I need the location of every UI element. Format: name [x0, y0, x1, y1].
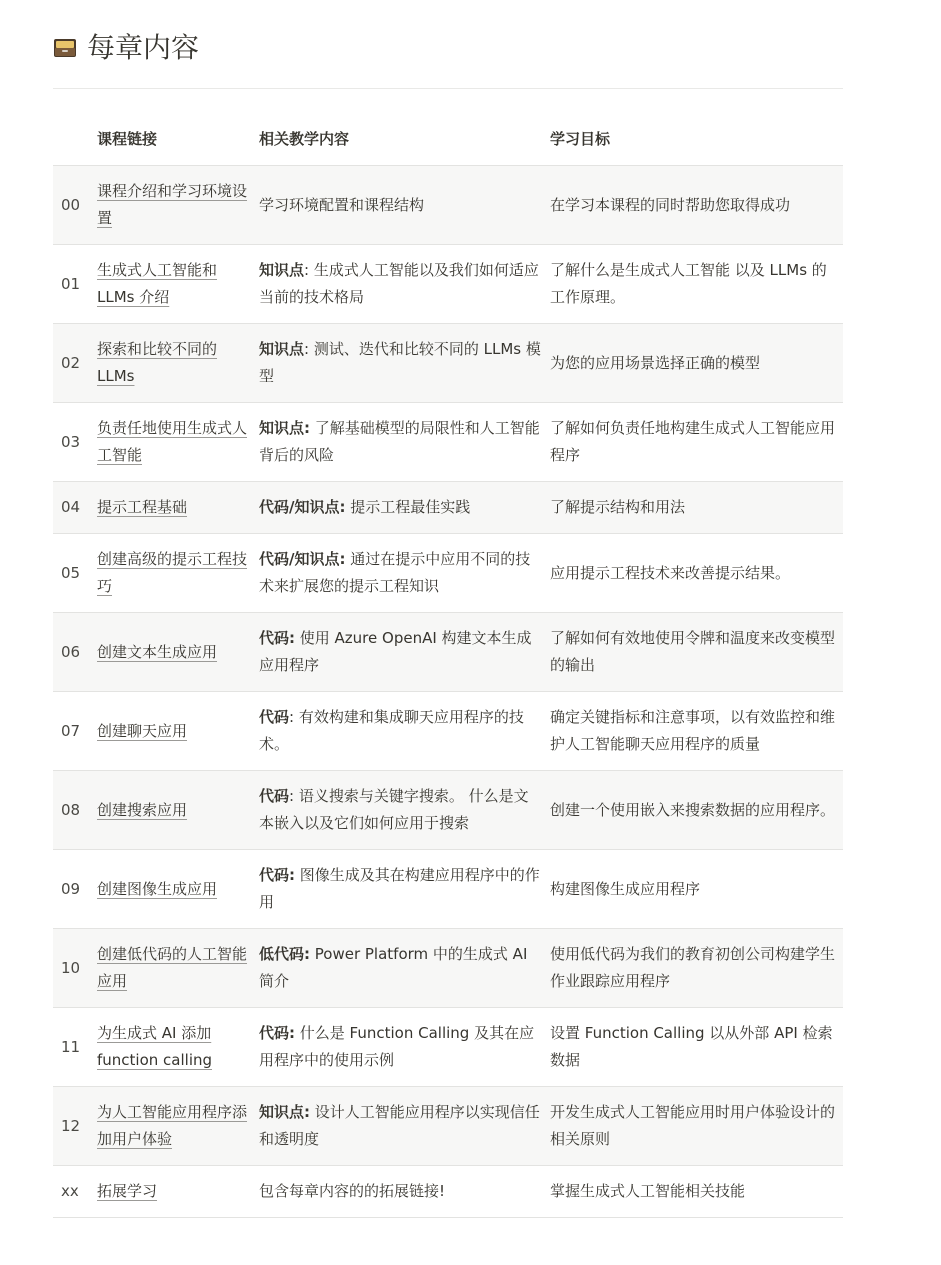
row-number: 10 — [53, 929, 97, 1008]
table-row — [53, 692, 843, 771]
header-course-link: 课程链接 — [97, 112, 259, 166]
row-link-cell — [97, 245, 259, 324]
row-goal: 在学习本课程的同时帮助您取得成功 — [550, 166, 843, 245]
table-row — [53, 1166, 843, 1218]
row-goal: 确定关键指标和注意事项，以有效监控和维护人工智能聊天应用程序的质量 — [550, 692, 843, 771]
course-table — [53, 112, 843, 1218]
header-goal: 学习目标 — [550, 112, 843, 166]
row-link-cell — [97, 613, 259, 692]
row-goal: 构建图像生成应用程序 — [550, 850, 843, 929]
row-number: 11 — [53, 1008, 97, 1087]
course-link[interactable]: 提示工程基础 — [97, 498, 188, 516]
row-link-cell — [97, 403, 259, 482]
content-label: 知识点 — [259, 261, 305, 279]
row-link-cell — [97, 534, 259, 613]
content-text: 使用 Azure OpenAI 构建文本生成应用程序 — [259, 629, 532, 674]
content-text: : 语义搜索与关键字搜索。 什么是文本嵌入以及它们如何应用于搜索 — [259, 787, 529, 832]
row-content-cell — [259, 324, 550, 403]
content-label: 低代码: — [259, 945, 310, 963]
row-link-cell — [97, 1087, 259, 1166]
row-number: 00 — [53, 166, 97, 245]
card-index-box-icon — [53, 36, 77, 60]
content-label: 代码: — [259, 629, 295, 647]
content-label: 代码: — [259, 1024, 295, 1042]
row-number: 08 — [53, 771, 97, 850]
row-content-cell — [259, 771, 550, 850]
content-label: 知识点: — [259, 1103, 310, 1121]
course-link[interactable]: 拓展学习 — [97, 1182, 158, 1200]
row-link-cell — [97, 692, 259, 771]
row-number: 12 — [53, 1087, 97, 1166]
row-content-cell — [259, 613, 550, 692]
content-label: 知识点: — [259, 419, 310, 437]
row-number: 04 — [53, 482, 97, 534]
divider — [53, 88, 843, 89]
row-number: 03 — [53, 403, 97, 482]
row-link-cell — [97, 1008, 259, 1087]
row-link-cell — [97, 929, 259, 1008]
content-text: 图像生成及其在构建应用程序中的作用 — [259, 866, 540, 911]
course-link[interactable]: 生成式人工智能和 LLMs 介绍 — [97, 261, 218, 306]
section-heading — [53, 26, 199, 70]
content-text: : 测试、迭代和比较不同的 LLMs 模型 — [259, 340, 541, 385]
course-link[interactable]: 创建搜索应用 — [97, 800, 188, 819]
table-row — [53, 850, 843, 929]
row-content-cell — [259, 245, 550, 324]
header-content: 相关教学内容 — [259, 112, 550, 166]
row-goal: 了解提示结构和用法 — [550, 482, 843, 534]
row-content-cell — [259, 929, 550, 1008]
content-text: 提示工程最佳实践 — [345, 498, 471, 516]
row-number: 05 — [53, 534, 97, 613]
row-content-cell — [259, 482, 550, 534]
table-row — [53, 1087, 843, 1166]
course-link[interactable]: 负责任地使用生成式人工智能 — [97, 419, 248, 464]
content-text: 包含每章内容的的拓展链接! — [259, 1182, 446, 1200]
page-title: 每章内容 — [87, 31, 200, 64]
content-text: 学习环境配置和课程结构 — [259, 195, 425, 214]
row-number: 09 — [53, 850, 97, 929]
content-text: 通过在提示中应用不同的技术来扩展您的提示工程知识 — [259, 550, 531, 595]
row-content-cell — [259, 1166, 550, 1218]
row-number: xx — [53, 1166, 97, 1218]
row-content-cell — [259, 850, 550, 929]
row-number: 07 — [53, 692, 97, 771]
row-content-cell — [259, 534, 550, 613]
table-row — [53, 166, 843, 245]
table-row — [53, 403, 843, 482]
row-goal: 了解如何负责任地构建生成式人工智能应用程序 — [550, 403, 843, 482]
header-number — [53, 112, 97, 166]
row-goal: 创建一个使用嵌入来搜索数据的应用程序。 — [550, 771, 843, 850]
row-goal: 了解什么是生成式人工智能 以及 LLMs 的工作原理。 — [550, 245, 843, 324]
row-goal: 设置 Function Calling 以从外部 API 检索数据 — [550, 1008, 843, 1087]
table-row — [53, 245, 843, 324]
content-label: 代码: — [259, 866, 295, 884]
content-text: 什么是 Function Calling 及其在应用程序中的使用示例 — [259, 1024, 535, 1069]
row-link-cell — [97, 850, 259, 929]
row-content-cell — [259, 1008, 550, 1087]
row-goal: 应用提示工程技术来改善提示结果。 — [550, 534, 843, 613]
course-link[interactable]: 创建低代码的人工智能应用 — [97, 945, 248, 990]
table-row — [53, 482, 843, 534]
row-content-cell — [259, 403, 550, 482]
table-row — [53, 613, 843, 692]
row-number: 06 — [53, 613, 97, 692]
table-row — [53, 534, 843, 613]
content-text: Power Platform 中的生成式 AI 简介 — [259, 945, 528, 990]
row-number: 02 — [53, 324, 97, 403]
course-link[interactable]: 课程介绍和学习环境设置 — [97, 182, 248, 227]
row-goal: 开发生成式人工智能应用时用户体验设计的相关原则 — [550, 1087, 843, 1166]
row-link-cell — [97, 324, 259, 403]
course-link[interactable]: 为生成式 AI 添加 function calling — [97, 1024, 213, 1069]
row-link-cell — [97, 1166, 259, 1218]
row-goal: 为您的应用场景选择正确的模型 — [550, 324, 843, 403]
table-row — [53, 1008, 843, 1087]
table-row — [53, 324, 843, 403]
row-number: 01 — [53, 245, 97, 324]
row-content-cell — [259, 692, 550, 771]
content-text: : 生成式人工智能以及我们如何适应当前的技术格局 — [259, 261, 539, 306]
course-link[interactable]: 为人工智能应用程序添加用户体验 — [97, 1103, 248, 1148]
row-link-cell — [97, 166, 259, 245]
table-row — [53, 771, 843, 850]
table-header-row — [53, 112, 843, 166]
table-row — [53, 929, 843, 1008]
course-link[interactable]: 创建文本生成应用 — [97, 642, 218, 661]
course-link[interactable]: 创建聊天应用 — [97, 721, 188, 740]
row-content-cell — [259, 1087, 550, 1166]
content-text: 设计人工智能应用程序以实现信任和透明度 — [259, 1103, 540, 1148]
course-link[interactable]: 创建图像生成应用 — [97, 879, 218, 898]
row-link-cell — [97, 482, 259, 534]
content-label: 代码 — [259, 708, 290, 726]
content-label: 知识点 — [259, 340, 305, 358]
content-label: 代码/知识点: — [259, 498, 346, 516]
content-text: : 有效构建和集成聊天应用程序的技术。 — [259, 708, 524, 753]
row-content-cell — [259, 166, 550, 245]
row-link-cell — [97, 771, 259, 850]
content-label: 代码 — [259, 787, 290, 805]
row-goal: 掌握生成式人工智能相关技能 — [550, 1166, 843, 1218]
content-label: 代码/知识点: — [259, 550, 346, 568]
content-text: 了解基础模型的局限性和人工智能背后的风险 — [259, 419, 540, 464]
row-goal: 使用低代码为我们的教育初创公司构建学生作业跟踪应用程序 — [550, 929, 843, 1008]
course-link[interactable]: 创建高级的提示工程技巧 — [97, 550, 248, 595]
course-link[interactable]: 探索和比较不同的 LLMs — [97, 340, 218, 385]
row-goal: 了解如何有效地使用令牌和温度来改变模型的输出 — [550, 613, 843, 692]
